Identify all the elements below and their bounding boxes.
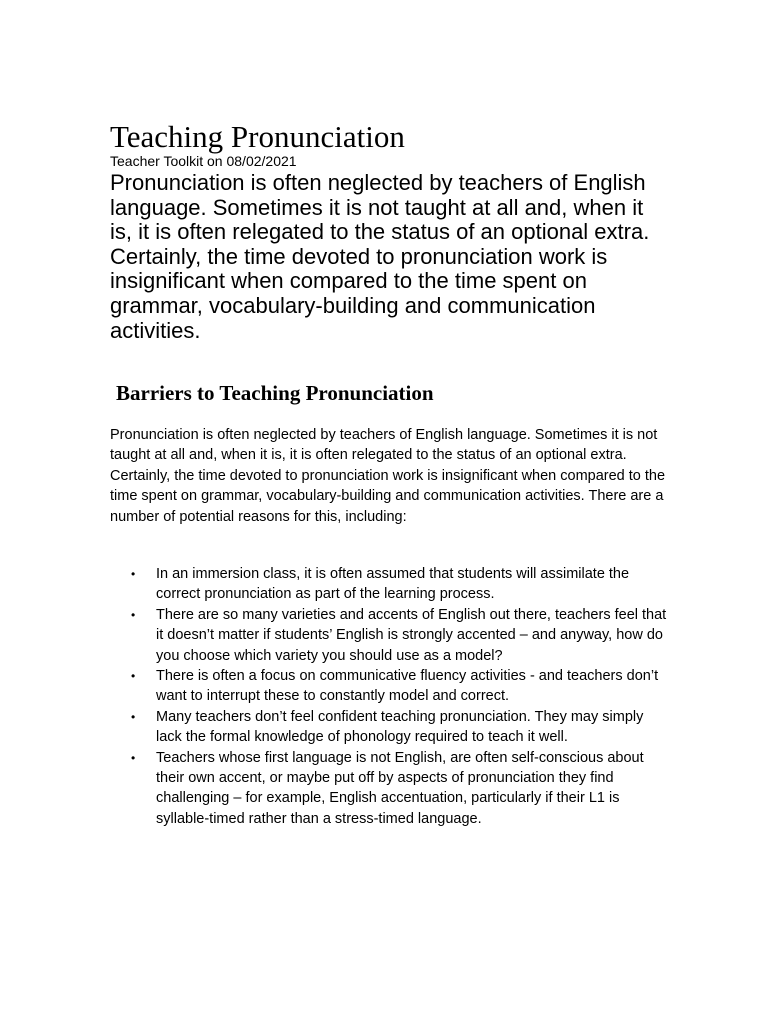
bullet-icon: • [131, 607, 136, 622]
body-paragraph: Pronunciation is often neglected by teachers of English language. Sometimes it is not taught at all and, when it is, it is often relegated to the status of an optional extra. Certainly, the time devoted to pronunciation work is insignificant when compared to the time spent on grammar, vocabulary-building and communication activities. There are a number of potential reasons for this, including: [110, 427, 666, 525]
list-item [110, 666, 670, 707]
list-item [110, 748, 670, 830]
list-item-text: There are so many varieties and accents of English out there, teachers feel that it doesn’t matter if students’ English is strongly accented – and anyway, how do you choose which variety you should use as a model? [156, 606, 667, 664]
list-item-text: There is often a focus on communicative fluency activities - and teachers don’t want to interrupt these to constantly model and correct. [156, 668, 659, 705]
byline: Teacher Toolkit on 08/02/2021 [110, 153, 297, 169]
bullet-icon: • [131, 750, 136, 765]
page-title: Teaching Pronunciation [110, 119, 405, 154]
bullet-icon: • [131, 669, 136, 684]
list-item-text: Teachers whose first language is not English, are often self-conscious about their own accent, or maybe put off by aspects of pronunciation they find challenging – for example, English accentuation, particularly if their L1 is syllable-timed rather than a stress-timed language. [156, 749, 644, 827]
section-heading: Barriers to Teaching Pronunciation [116, 381, 434, 405]
list-item [110, 707, 670, 748]
list-item [110, 605, 670, 666]
list-item-text: In an immersion class, it is often assumed that students will assimilate the correct pronunciation as part of the learning process. [156, 566, 630, 603]
list-item-text: Many teachers don’t feel confident teaching pronunciation. They may simply lack the formal knowledge of phonology required to teach it well. [156, 708, 644, 746]
bullet-list [110, 564, 670, 829]
bullet-icon: • [131, 709, 136, 724]
list-item [110, 564, 670, 605]
bullet-icon: • [131, 567, 136, 581]
lead-paragraph: Pronunciation is often neglected by teachers of English language. Sometimes it is not taught at all and, when it is, it is often relegated to the status of an optional extra. Certainly, the time devoted to pronunciation work is insignificant when compared to the time spent on grammar, vocabulary-building and communication activities. [110, 170, 650, 343]
